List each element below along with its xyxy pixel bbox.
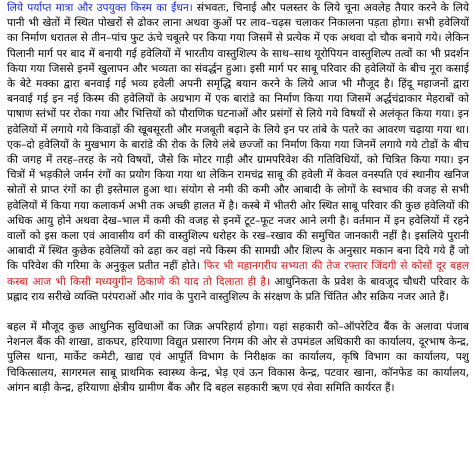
paragraph-1-body: संभवतः, चिनाई और पलस्तर के लिये चूना अवलेह तैयार करने के लिये पानी भी खेतों में स्थित पोखरों से ढोकर लाना अथवा कुओं पर लाव–चढ़स चलाकर निकालना पड़ता होगा। सभी हवेलियों का निर्माण धरातल से तीन–पांच फुट ऊंचे चबूतरे पर किया गया जिसमें से प्रत्येक में एक अथवा दो चौक बनाये गये। लेकिन पिलानी मार्ग पर बाद में बनायी गई हवेलियों में भारतीय वास्तुशिल्प के साथ–साथ यूरोपियन वास्तुशिल्प तत्वों का भी प्रदर्शन किया गया जिससे इनमें खुलापन और भव्यता का संवर्द्धन हुआ। इसी मार्ग पर साबू परिवार की हवेलियों के बीच नूरा कसाई के बेटे मक्का द्वारा बनवाई गई भव्य हवेली अपनी समृद्धि बयान करने के लिये आज भी मौजूद है। हिंदू महाजनों द्वारा बनवाई गई इन नई किस्म की हवेलियों के अग्रभाग में एक बारांडे का निर्माण किया गया जिसमें अर्द्धचंद्राकार मेहराबों को पाषाण स्तंभों पर रोका गया और भित्तियों को पौराणिक घटनाओं और प्रसंगों से लिये गये विषयों से अलंकृत किया गया। इन हवेलियों में लगाये गये किवाड़ों की खूबसूरती और मजबूती बढ़ाने के लिये इन पर तांबे के पतरे का आवरण चढ़ाया गया था। एक–दो हवेलियों के मुखभाग के बारांडे की रोक के लिये लंबे छज्जों का निर्माण किया गया जिनमें लगाये गये टोडों के बीच की जगह में तरह–तरह के नये विषयों, जैसे कि मोटर गाड़ी और ग्रामपरिवेश की गतिविधियों, को चित्रित किया गया। इन चित्रों में भड़कीले जर्मन रंगों का प्रयोग किया गया था लेकिन रामचंद्र साबू की हवेली में केवल वनस्पति एवं स्थानीय खनिज स्रोतों से प्राप्त रंगों का ही इस्तेमाल हुआ था। संयोग से नमी की कमी और आबादी के लोगों के स्वभाव की वजह से सभी हवेलियों में किया गया कलाकर्म अभी तक अच्छी हालत में है। कस्बे में भीतरी ओर स्थित साबू परिवार की कुछ हवेलियों की अधिक आयु होने अथवा देख–भाल में कमी की वजह से इनमें टूट–फूट नजर आने लगी है। वर्तमान में इन हवेलियों में रहने वालों को इस कला एवं आवासीय वर्ग की वास्तुशिल्प धरोहर के रख–रखाव की समुचित जानकारी नहीं है। इसलिये पुरानी आबादी में स्थित कुछेक हवेलियों को ढहा कर वहां नये किस्म की सामग्री और शिल्प के अनुसार मकान बना दिये गये हैं जो कि परिवेश की गरिमा के अनुकूल प्रतीत नहीं होते। — [7, 2, 473, 273]
paragraph-1 — [7, 1, 473, 305]
highlight-red-sentence: फिर भी महानगरीय सभ्यता की तेज रफ्तार जिंदगी से कोसों दूर बहल कस्बा आज भी किसी मध्ययुगीन ठिकाणे की याद तो दिलाता ही है। — [7, 260, 473, 288]
highlight-intro: लिये पर्याप्त मात्रा और उपयुक्त किस्म का ईंधन। — [7, 2, 193, 14]
paragraph-2 — [7, 320, 473, 396]
paragraph-1-tail: आधुनिकता के प्रवेश के बावजूद चौधरी परिवार के प्रह्लाद राय सरीखे व्यक्ति परंपराओं और गांव के पुराने वास्तुशिल्प के संरक्षण के प्रति चिंतित और सक्रिय नजर आते हैं। — [7, 275, 473, 303]
paragraph-2-body: बहल में मौजूद कुछ आधुनिक सुविधाओं का जिक्र अपरिहार्य होगा। यहां सहकारी को–ऑपरेटिव बैंक के अलावा पंजाब नेशनल बैंक की शाखा, डाकघर, हरियाणा विद्युत प्रसारण निगम की ओर से उपमंडल अधिकारी का कार्यालय, दूरभाष केन्द्र, पुलिस थाना, मार्केट कमेटी, खाद्य एवं आपूर्ति विभाग के निरीक्षक का कार्यालय, कृषि विभाग का कार्यालय, पशु चिकित्सालय, सागरमल साबू प्राथमिक स्वास्थ्य केन्द्र, भेड़ एवं ऊन विकास केन्द्र, पटवार खाना, कॉनफेड का कार्यालय, आंगन बाड़ी केन्द्र, हरियाणा क्षेत्रीय ग्रामीण बैंक और दि बहल सहकारी ऋण एवं सेवा समिति कार्यरत हैं। — [7, 321, 473, 394]
